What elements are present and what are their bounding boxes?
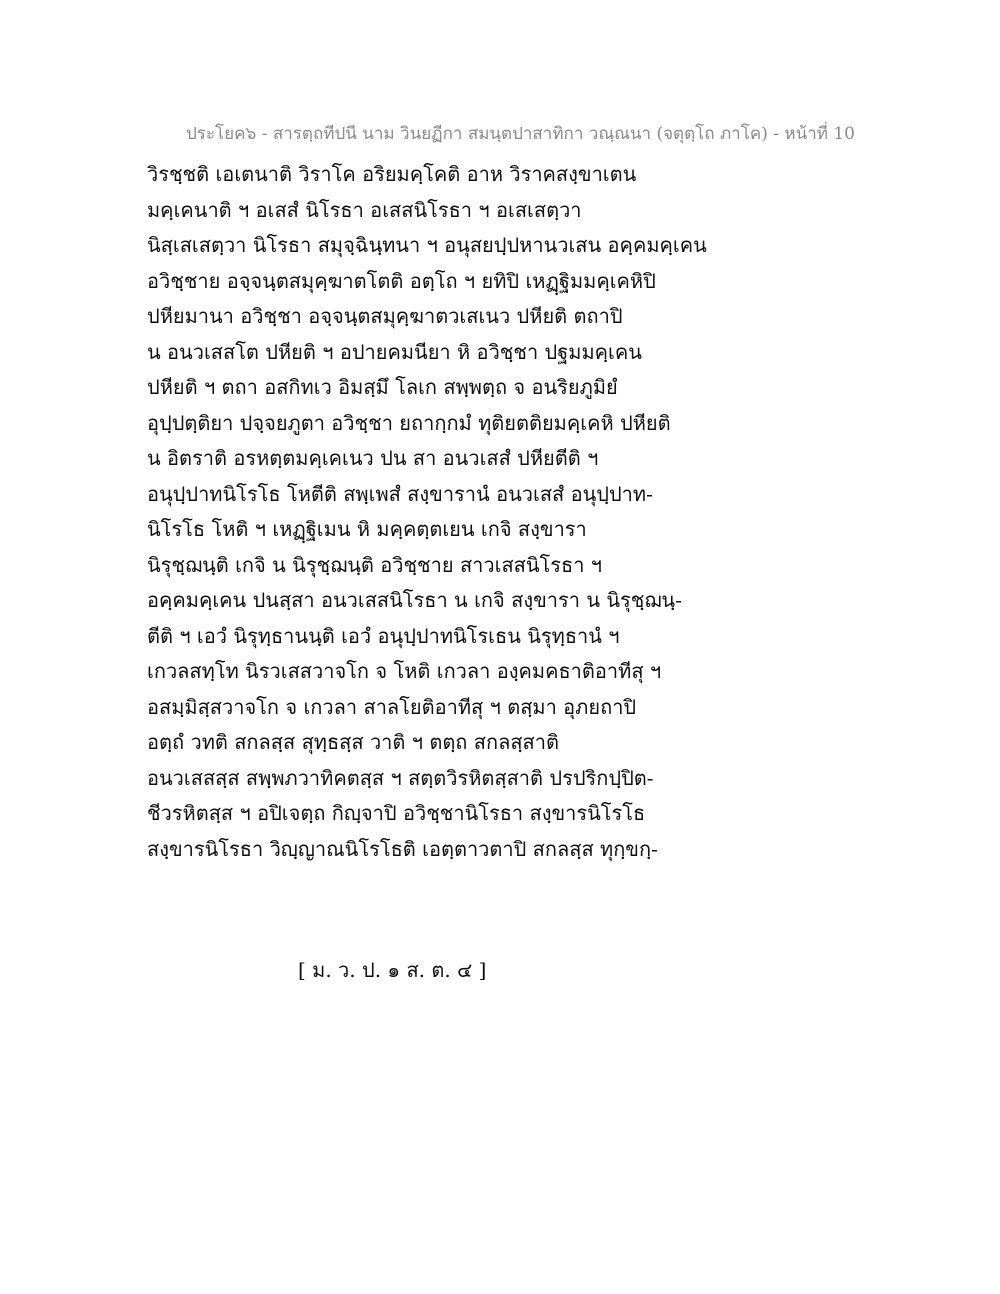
footnote-reference: [ ม. ว. ป. ๑ ส. ต. ๔ ] <box>298 958 487 982</box>
text-line: เกวลสทฺโท นิรวเสสวาจโก จ โหติ เกวลา องฺคมคธาติอาทีสุ ฯ <box>147 659 662 683</box>
page-header: ประโยค๖ - สารตฺถทีปนี นาม วินยฏีกา สมนฺตปาสาทิกา วณฺณนา (จตุตฺโถ ภาโค) - หน้าที่ 10 <box>186 124 855 144</box>
text-line: อวิชฺชาย อจฺจนฺตสมุคฺฆาตโตติ อตฺโถ ฯ ยทิปิ เหฏฺฐิมมคฺเคหิปิ <box>147 268 656 293</box>
text-line: น อิตราติ อรหตฺตมคฺเคเนว ปน สา อนวเสสํ ปหียตีติ ฯ <box>147 446 599 470</box>
text-line: วิรชฺชติ เอเตนาติ วิราโค อริยมคฺโคติ อาห วิราคสงฺขาเตน <box>147 162 637 186</box>
text-line: สงฺขารนิโรธา วิญฺญาณนิโรโธติ เอตฺตาวตาปิ สกลสฺส ทุกฺขกฺ- <box>147 836 658 861</box>
text-line: อุปฺปตฺติยา ปจฺจยภูตา อวิชฺชา ยถากฺกมํ ทุติยตติยมคฺเคหิ ปหียติ <box>147 410 671 435</box>
text-line: อตฺถํ วทติ สกลสฺส สุทฺธสฺส วาติ ฯ ตตฺถ สกลสฺสาติ <box>147 730 559 754</box>
text-line: มคฺเคนาติ ฯ อเสสํ นิโรธา อเสสนิโรธา ฯ อเสเสตฺวา <box>147 197 582 222</box>
text-line: ปหียติ ฯ ตถา อสกิทเว อิมสฺมึ โลเก สพฺพตฺถ จ อนริยภูมิยํ <box>147 375 618 399</box>
text-line: อนุปฺปาทนิโรโธ โหตีติ สพฺเพสํ สงฺขารานํ อนวเสสํ อนุปฺปาท- <box>147 481 653 506</box>
text-line: น อนวเสสโต ปหียติ ฯ อปายคมนียา หิ อวิชฺชา ปฐมมคฺเคน <box>147 339 642 364</box>
text-line: ปหียมานา อวิชฺชา อจฺจนฺตสมุคฺฆาตวเสเนว ปหียติ ตถาปิ <box>147 304 623 328</box>
body-text <box>147 157 847 867</box>
text-line: อสมฺมิสฺสวาจโก จ เกวลา สาลโยติอาทีสุ ฯ ตสฺมา อุภยถาปิ <box>147 694 637 719</box>
text-line: นิโรโธ โหติ ฯ เหฏฺฐิเมน หิ มคฺคตฺตเยน เกจิ สงฺขารา <box>147 517 587 541</box>
text-line: อนวเสสสฺส สพฺพภวาทิคตสฺส ฯ สตฺตวิรหิตสฺสาติ ปรปริกปฺปิต- <box>147 765 654 790</box>
text-line: นิสฺเสเสตฺวา นิโรธา สมุจฺฉินฺทนา ฯ อนุสยปฺปหานวเสน อคฺคมคฺเคน <box>147 233 707 257</box>
text-line: อคฺคมคฺเคน ปนสฺสา อนวเสสนิโรธา น เกจิ สงฺขารา น นิรุชฺฌนฺ- <box>147 588 682 612</box>
text-line: นิรุชฺฌนฺติ เกจิ น นิรุชฺฌนฺติ อวิชฺชาย สาวเสสนิโรธา ฯ <box>147 552 603 577</box>
text-line: ตีติ ฯ เอวํ นิรุทฺธานนฺติ เอวํ อนุปฺปาทนิโรเธน นิรุทฺธานํ ฯ <box>147 623 620 648</box>
text-line: ชีวรหิตสฺส ฯ อปิเจตฺถ กิญฺจาปิ อวิชฺชานิโรธา สงฺขารนิโรโธ <box>147 801 646 825</box>
